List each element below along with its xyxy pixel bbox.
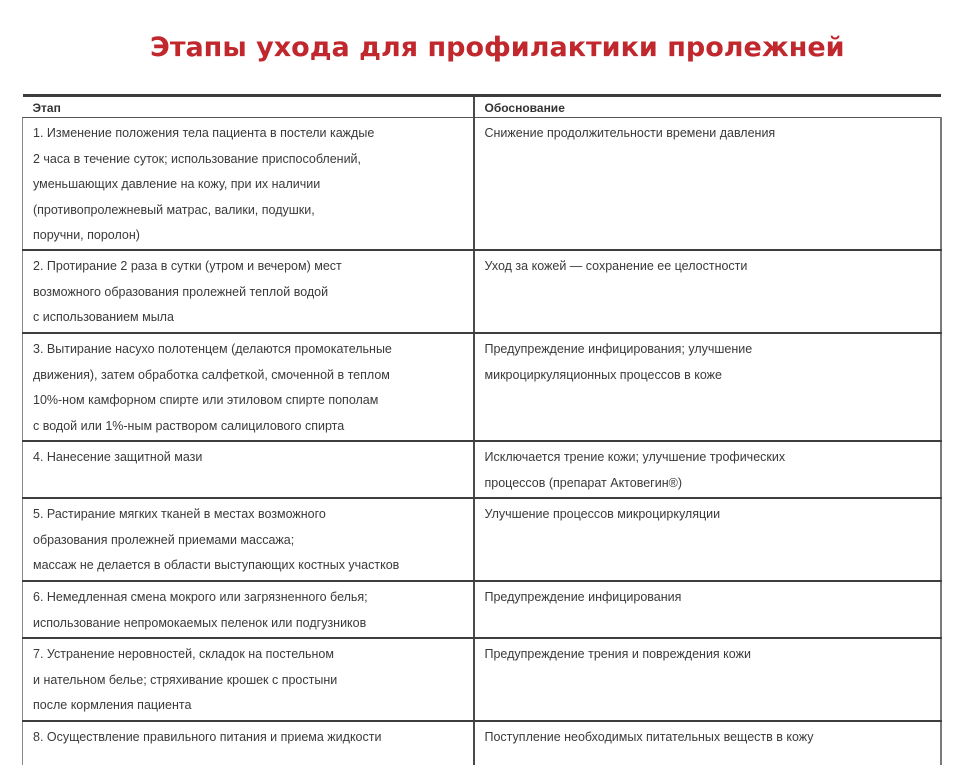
- reason-text-line: Уход за кожей — сохранение ее целостности: [485, 254, 936, 280]
- reason-cell: [474, 721, 941, 765]
- care-stages-table-container: [22, 94, 940, 720]
- stage-text-line: 4. Нанесение защитной мази: [33, 445, 469, 471]
- stage-text-line: 7. Устранение неровностей, складок на постельном: [33, 642, 469, 668]
- reason-text-line: Улучшение процессов микроциркуляции: [485, 502, 936, 528]
- stage-text-line: поручни, поролон): [33, 223, 469, 249]
- stage-cell: [23, 333, 474, 441]
- table-row: [23, 333, 941, 441]
- stage-text-line: 10%-ном камфорном спирте или этиловом спирте пополам: [33, 388, 469, 414]
- stage-cell: [23, 581, 474, 638]
- table-row: [23, 498, 941, 581]
- table-row: [23, 118, 941, 251]
- table-body: [23, 118, 941, 765]
- stage-text-line: 2 часа в течение суток; использование приспособлений,: [33, 147, 469, 173]
- table-row: [23, 721, 941, 765]
- reason-cell: [474, 333, 941, 441]
- stage-text-line: возможного образования пролежней теплой водой: [33, 280, 469, 306]
- slide-title: Этапы ухода для профилактики пролежней: [150, 28, 910, 68]
- reason-text-line: Предупреждение инфицирования: [485, 585, 936, 611]
- stage-text-line: 3. Вытирание насухо полотенцем (делаются промокательные: [33, 337, 469, 363]
- stage-cell: [23, 498, 474, 581]
- reason-text-line: Предупреждение инфицирования; улучшение: [485, 337, 936, 363]
- stage-cell: [23, 441, 474, 498]
- reason-text-line: процессов (препарат Актовегин®): [485, 471, 936, 497]
- stage-text-line: движения), затем обработка салфеткой, смоченной в теплом: [33, 363, 469, 389]
- table-row: [23, 441, 941, 498]
- header-row: [23, 96, 941, 118]
- stage-text-line: и нательном белье; стряхивание крошек с простыни: [33, 668, 469, 694]
- stage-text-line: после кормления пациента: [33, 693, 469, 719]
- reason-text-line: Снижение продолжительности времени давления: [485, 121, 936, 147]
- stage-text-line: массаж не делается в области выступающих костных участков: [33, 553, 469, 579]
- reason-cell: [474, 498, 941, 581]
- stage-text-line: с водой или 1%-ным раствором салицилового спирта: [33, 414, 469, 440]
- stage-text-line: 6. Немедленная смена мокрого или загрязненного белья;: [33, 585, 469, 611]
- reason-text-line: Поступление необходимых питательных веществ в кожу: [485, 725, 936, 751]
- stage-text-line: 2. Протирание 2 раза в сутки (утром и вечером) мест: [33, 254, 469, 280]
- reason-text-line: Предупреждение трения и повреждения кожи: [485, 642, 936, 668]
- stage-cell: [23, 638, 474, 721]
- stage-cell: [23, 250, 474, 333]
- reason-cell: [474, 118, 941, 251]
- stage-text-line: уменьшающих давление на кожу, при их наличии: [33, 172, 469, 198]
- table-row: [23, 250, 941, 333]
- table-header: [23, 96, 941, 118]
- stage-text-line: образования пролежней приемами массажа;: [33, 528, 469, 554]
- table-row: [23, 581, 941, 638]
- reason-cell: [474, 581, 941, 638]
- stage-cell: [23, 118, 474, 251]
- stage-text-line: с использованием мыла: [33, 305, 469, 331]
- header-stage: Этап: [23, 96, 474, 118]
- reason-cell: [474, 638, 941, 721]
- reason-cell: [474, 250, 941, 333]
- care-stages-table: [22, 94, 942, 765]
- reason-text-line: микроциркуляционных процессов в коже: [485, 363, 936, 389]
- table-row: [23, 638, 941, 721]
- stage-text-line: 5. Растирание мягких тканей в местах возможного: [33, 502, 469, 528]
- reason-cell: [474, 441, 941, 498]
- stage-text-line: (противопролежневый матрас, валики, подушки,: [33, 198, 469, 224]
- header-reason: Обоснование: [474, 96, 941, 118]
- stage-text-line: 1. Изменение положения тела пациента в постели каждые: [33, 121, 469, 147]
- reason-text-line: Исключается трение кожи; улучшение трофических: [485, 445, 936, 471]
- stage-cell: [23, 721, 474, 765]
- stage-text-line: использование непромокаемых пеленок или подгузников: [33, 611, 469, 637]
- stage-text-line: 8. Осуществление правильного питания и приема жидкости: [33, 725, 469, 751]
